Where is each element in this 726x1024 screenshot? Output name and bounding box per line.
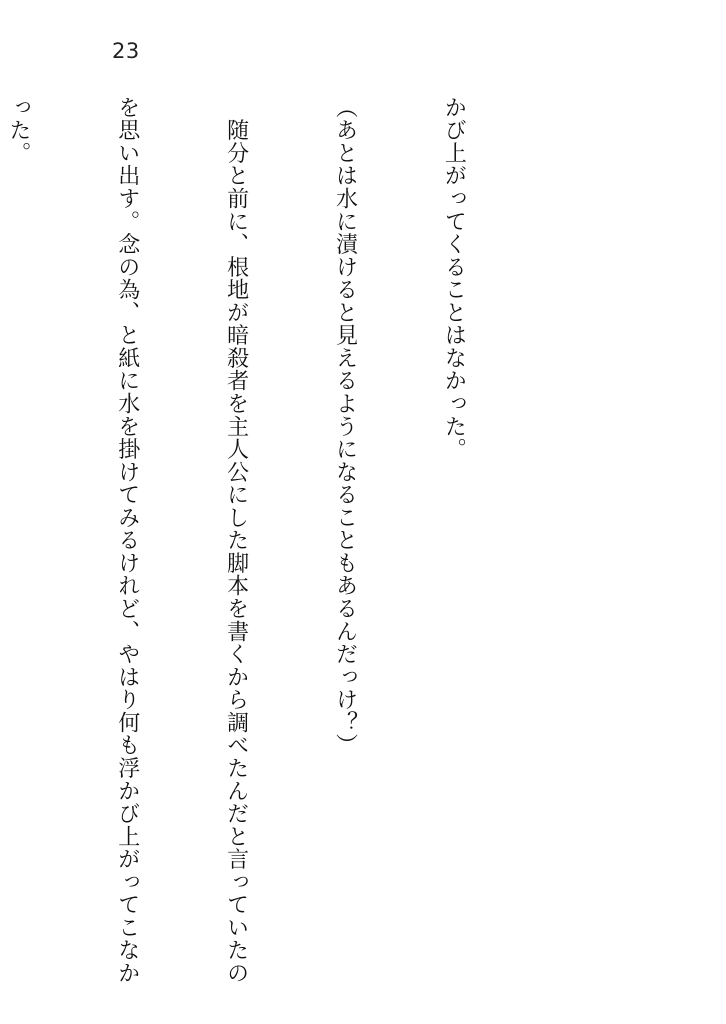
text-line: 随分と前に、根地が暗殺者を主人公にした脚本を書くから調べたんだと言っていたの <box>223 96 249 985</box>
text-line: （あとは水に漬けると見えるようになることもあるんだっけ？） <box>332 96 358 757</box>
page-number: 23 <box>112 39 140 63</box>
text-line: った。 <box>5 96 31 165</box>
body-text <box>5 96 544 985</box>
text-line: かび上がってくることはなかった。 <box>441 96 467 461</box>
text-line: を思い出す。念の為、と紙に水を掛けてみるけれど、やはり何も浮かび上がってこなか <box>114 96 140 985</box>
